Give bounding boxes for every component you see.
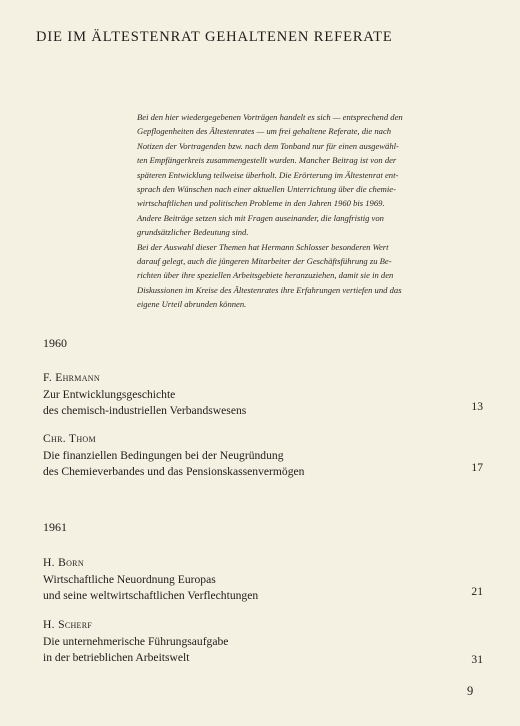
- intro-line: wirtschaftlichen und politischen Probleme in den Jahren 1960 bis 1969.: [137, 198, 385, 209]
- intro-line: grundsätzlicher Bedeutung sind.: [137, 227, 249, 238]
- entry-page-number: 31: [471, 653, 483, 666]
- page-title: DIE IM ÄLTESTENRAT GEHALTENEN REFERATE: [36, 29, 393, 45]
- page-folio-number: 9: [467, 684, 474, 698]
- entry-title-line: Wirtschaftliche Neuordnung Europas: [43, 572, 216, 586]
- intro-line: Andere Beiträge setzen sich mit Fragen auseinander, die langfristig von: [137, 212, 384, 223]
- intro-paragraph: [137, 110, 472, 312]
- entry-title-line: des Chemieverbandes und das Pensionskassenvermögen: [43, 465, 305, 478]
- intro-line: späteren Entwicklung teilweise überholt. Die Erörterung im Ältestenrat ent-: [137, 169, 399, 180]
- intro-line: Gepflogenheiten des Ältestenrates — um frei gehaltene Referate, die nach: [137, 126, 392, 137]
- toc-entry: [43, 370, 483, 420]
- toc-entry: [43, 431, 483, 481]
- intro-line: eigene Urteil abrunden können.: [137, 299, 247, 310]
- entry-title-line: und seine weltwirtschaftlichen Verflechtungen: [43, 589, 259, 602]
- entry-title-line: Zur Entwicklungsgeschichte: [43, 387, 176, 401]
- intro-line: Notizen der Vortragenden bzw. nach dem Tonband nur für einen ausgewähl-: [137, 140, 399, 151]
- entry-page-number: 21: [471, 585, 483, 598]
- intro-line: sprach den Wünschen nach einer aktuellen Unterrichtung über die chemie-: [137, 184, 396, 195]
- intro-line: richten über ihre speziellen Arbeitsgebiete heranzuziehen, damit sie in den: [137, 270, 394, 281]
- entry-author: F. Ehrmann: [43, 371, 100, 384]
- entry-title-line: des chemisch-industriellen Verbandswesens: [43, 404, 247, 417]
- toc-entry: [43, 555, 483, 605]
- entry-page-number: 13: [471, 400, 483, 413]
- entry-author: Chr. Thom: [43, 432, 96, 445]
- intro-line: Bei der Auswahl dieser Themen hat Hermann Schlosser besonderen Wert: [137, 241, 389, 252]
- entry-title-line: Die finanziellen Bedingungen bei der Neugründung: [43, 448, 284, 462]
- year-heading-1961: 1961: [43, 520, 67, 534]
- toc-entry: [43, 617, 483, 667]
- entry-page-number: 17: [471, 461, 483, 474]
- intro-line: ten Empfängerkreis zusammengestellt wurden. Mancher Beitrag ist von der: [137, 155, 397, 166]
- entry-author: H. Scherf: [43, 618, 93, 631]
- entry-title-line: Die unternehmerische Führungsaufgabe: [43, 634, 229, 648]
- entry-author: H. Born: [43, 556, 84, 569]
- intro-line: darauf gelegt, auch die jüngeren Mitarbeiter der Geschäftsführung zu Be-: [137, 256, 392, 267]
- entry-title-line: in der betrieblichen Arbeitswelt: [43, 651, 190, 664]
- intro-line: Bei den hier wiedergegebenen Vorträgen handelt es sich — entsprechend den: [137, 112, 403, 122]
- year-heading-1960: 1960: [43, 336, 67, 350]
- intro-line: Diskussionen im Kreise des Ältestenrates ihre Erfahrungen vertiefen und das: [137, 284, 402, 295]
